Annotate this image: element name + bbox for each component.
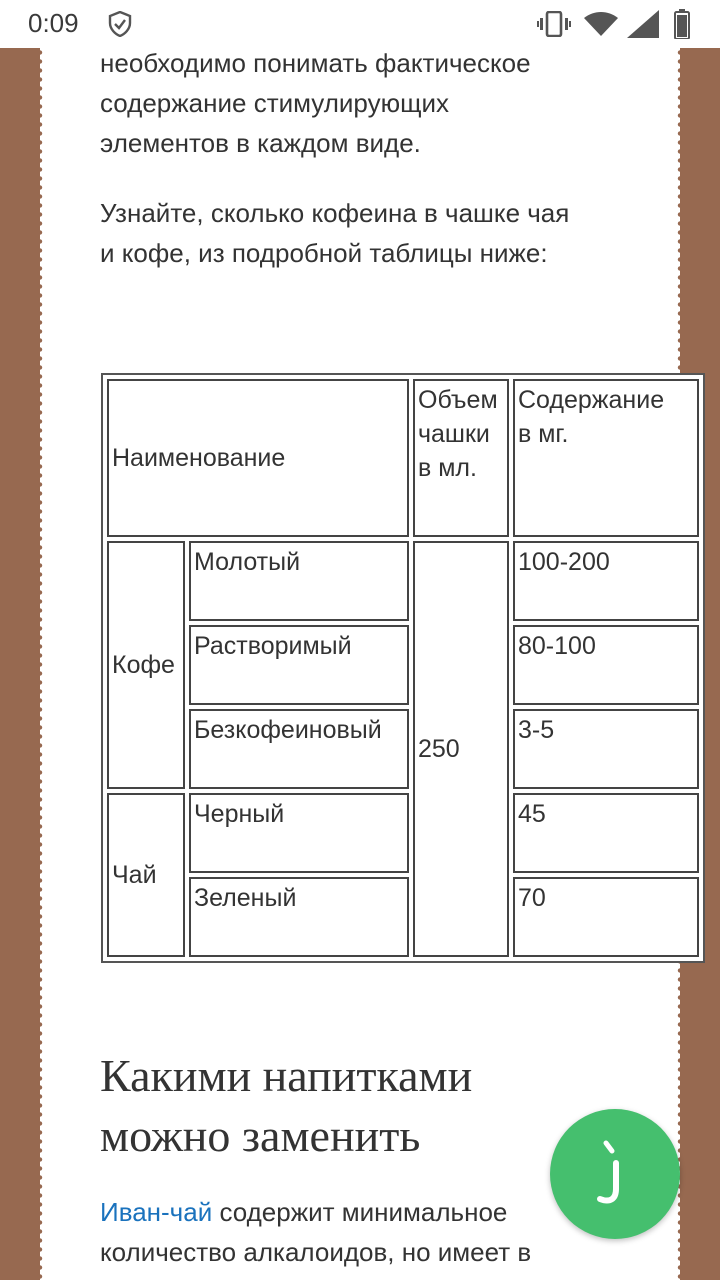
row-content: 100-200 — [513, 541, 699, 621]
table-row — [107, 625, 699, 705]
header-volume — [413, 379, 509, 537]
section-heading — [100, 1046, 620, 1166]
cell-signal-icon — [627, 10, 659, 43]
caffeine-table — [101, 373, 705, 963]
row-name: Молотый — [189, 541, 409, 621]
header-content-line: в мг. — [518, 420, 569, 448]
text-line: необходимо понимать фактическое — [100, 48, 531, 78]
table-row — [107, 541, 699, 621]
header-content-line: Содержание — [518, 386, 665, 414]
floating-action-button[interactable] — [550, 1109, 680, 1239]
row-name: Зеленый — [189, 877, 409, 957]
row-name: Безкофеиновый — [189, 709, 409, 789]
volume-cell: 250 — [413, 541, 509, 957]
text-line: Узнайте, сколько кофеина в чашке чая — [100, 198, 570, 228]
text-span: содержит минимальное — [219, 1197, 508, 1227]
shield-check-icon — [108, 11, 132, 42]
table-row — [107, 709, 699, 789]
text-line: содержание стимулирующих — [100, 88, 449, 118]
header-name: Наименование — [107, 379, 409, 537]
table-header-row — [107, 379, 699, 537]
header-volume-line: Объем — [418, 386, 498, 414]
status-bar — [0, 0, 720, 48]
battery-icon — [674, 9, 690, 44]
vibrate-icon — [537, 11, 571, 42]
row-content: 3-5 — [513, 709, 699, 789]
status-time: 0:09 — [28, 8, 79, 38]
header-volume-line: чашки — [418, 420, 490, 448]
wifi-icon — [584, 12, 618, 41]
paragraph-table-intro — [100, 193, 620, 273]
ivan-chai-link[interactable]: Иван-чай — [100, 1197, 213, 1227]
header-volume-line: в мл. — [418, 454, 477, 482]
row-content: 70 — [513, 877, 699, 957]
row-content: 45 — [513, 793, 699, 873]
group-tea: Чай — [107, 793, 185, 957]
row-name: Черный — [189, 793, 409, 873]
paragraph-ivan-chai — [100, 1192, 620, 1272]
text-line: количество алкалоидов, но имеет в — [100, 1237, 532, 1267]
table-row — [107, 793, 699, 873]
paragraph-intro — [100, 43, 620, 163]
group-coffee: Кофе — [107, 541, 185, 789]
heading-line: можно заменить — [100, 1110, 421, 1161]
text-line: и кофе, из подробной таблицы ниже: — [100, 238, 548, 268]
row-content: 80-100 — [513, 625, 699, 705]
table-row — [107, 877, 699, 957]
text-line — [100, 1192, 620, 1232]
heading-line: Какими напитками — [100, 1050, 473, 1101]
text-line: элементов в каждом виде. — [100, 128, 421, 158]
row-name: Растворимый — [189, 625, 409, 705]
j-letter-icon — [592, 1139, 638, 1211]
header-content — [513, 379, 699, 537]
